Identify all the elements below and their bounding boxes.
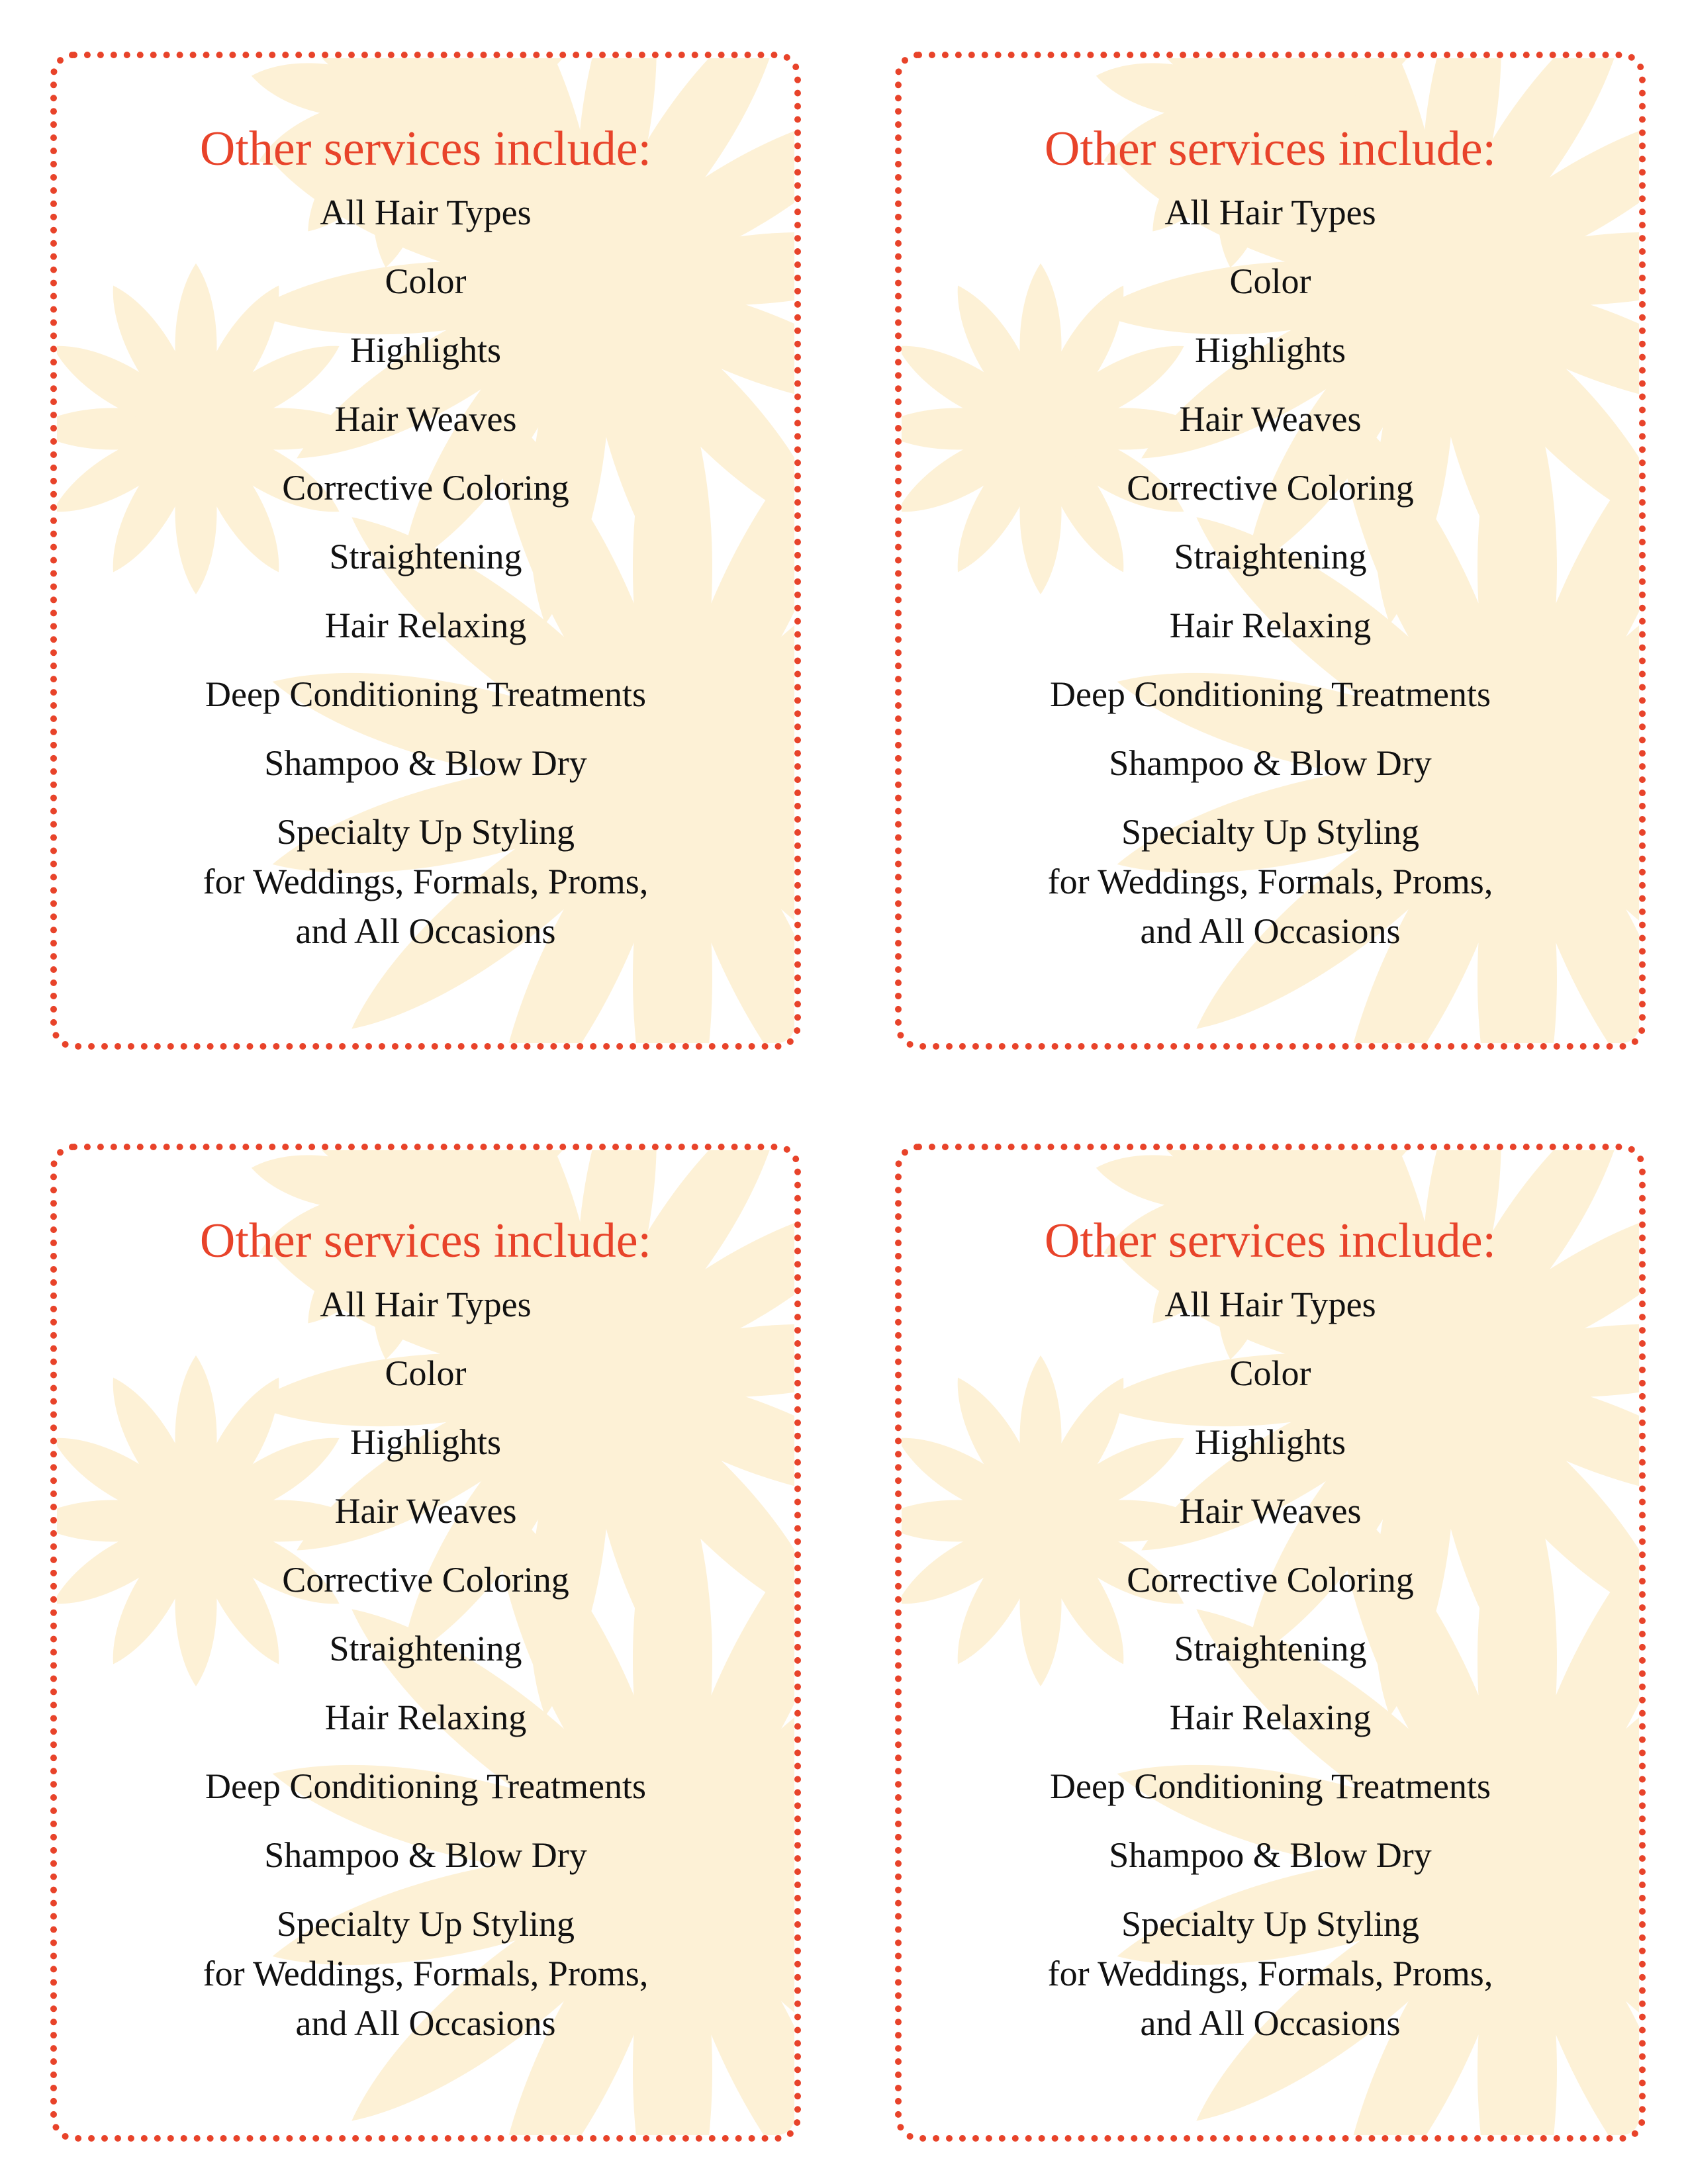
service-item: Hair Weaves	[1179, 1491, 1362, 1531]
special-service-item	[57, 807, 794, 956]
special-line-1: Specialty Up Styling	[277, 812, 575, 852]
service-card-1	[50, 52, 801, 1050]
service-item: Color	[1229, 1353, 1311, 1393]
service-item: Highlights	[350, 330, 502, 370]
special-service-item	[57, 1899, 794, 2048]
service-item: Hair Weaves	[334, 1491, 517, 1531]
service-item: Highlights	[1194, 330, 1346, 370]
service-item: Hair Weaves	[1179, 399, 1362, 439]
service-item: Hair Relaxing	[324, 1698, 527, 1737]
service-item: Hair Relaxing	[1169, 1698, 1372, 1737]
service-item: All Hair Types	[320, 1285, 532, 1324]
service-item: Highlights	[350, 1422, 502, 1462]
card-content	[57, 1150, 794, 2068]
special-line-3: and All Occasions	[295, 2003, 556, 2043]
service-item: Hair Relaxing	[324, 606, 527, 645]
service-item: Shampoo & Blow Dry	[264, 1835, 587, 1875]
card-content	[902, 58, 1639, 976]
special-line-2: for Weddings, Formals, Proms,	[203, 1954, 649, 1993]
service-item: Corrective Coloring	[1127, 1560, 1414, 1600]
service-item: Corrective Coloring	[282, 1560, 569, 1600]
card-content	[902, 1150, 1639, 2068]
service-item: Straightening	[329, 1629, 522, 1668]
service-item: Deep Conditioning Treatments	[1050, 1766, 1491, 1806]
services-list	[902, 1280, 1639, 2048]
service-item: Straightening	[329, 537, 522, 576]
service-item: Deep Conditioning Treatments	[205, 674, 646, 714]
services-list	[902, 188, 1639, 956]
service-item: Color	[1229, 261, 1311, 301]
special-line-3: and All Occasions	[295, 911, 556, 951]
service-item: Deep Conditioning Treatments	[205, 1766, 646, 1806]
special-line-2: for Weddings, Formals, Proms,	[1047, 862, 1493, 901]
service-item: All Hair Types	[1164, 1285, 1376, 1324]
special-service-item	[902, 807, 1639, 956]
service-item: Corrective Coloring	[1127, 468, 1414, 508]
service-card-2	[895, 52, 1646, 1050]
card-title: Other services include:	[1044, 1214, 1497, 1268]
service-item: Highlights	[1194, 1422, 1346, 1462]
special-line-2: for Weddings, Formals, Proms,	[203, 862, 649, 901]
service-item: All Hair Types	[320, 193, 532, 232]
service-item: Color	[385, 261, 467, 301]
special-line-3: and All Occasions	[1140, 2003, 1401, 2043]
special-line-3: and All Occasions	[1140, 911, 1401, 951]
service-card-4	[895, 1144, 1646, 2142]
card-title: Other services include:	[199, 1214, 652, 1268]
service-item: Shampoo & Blow Dry	[1109, 1835, 1432, 1875]
card-content	[57, 58, 794, 976]
service-item: Hair Relaxing	[1169, 606, 1372, 645]
service-item: Shampoo & Blow Dry	[264, 743, 587, 783]
service-item: Shampoo & Blow Dry	[1109, 743, 1432, 783]
special-line-2: for Weddings, Formals, Proms,	[1047, 1954, 1493, 1993]
special-line-1: Specialty Up Styling	[1121, 812, 1419, 852]
service-item: Deep Conditioning Treatments	[1050, 674, 1491, 714]
service-item: Straightening	[1174, 537, 1367, 576]
special-line-1: Specialty Up Styling	[1121, 1904, 1419, 1944]
services-list	[57, 1280, 794, 2048]
service-item: Hair Weaves	[334, 399, 517, 439]
service-item: All Hair Types	[1164, 193, 1376, 232]
special-line-1: Specialty Up Styling	[277, 1904, 575, 1944]
card-title: Other services include:	[199, 122, 652, 176]
service-item: Straightening	[1174, 1629, 1367, 1668]
service-item: Corrective Coloring	[282, 468, 569, 508]
service-item: Color	[385, 1353, 467, 1393]
special-service-item	[902, 1899, 1639, 2048]
service-card-3	[50, 1144, 801, 2142]
card-title: Other services include:	[1044, 122, 1497, 176]
services-list	[57, 188, 794, 956]
